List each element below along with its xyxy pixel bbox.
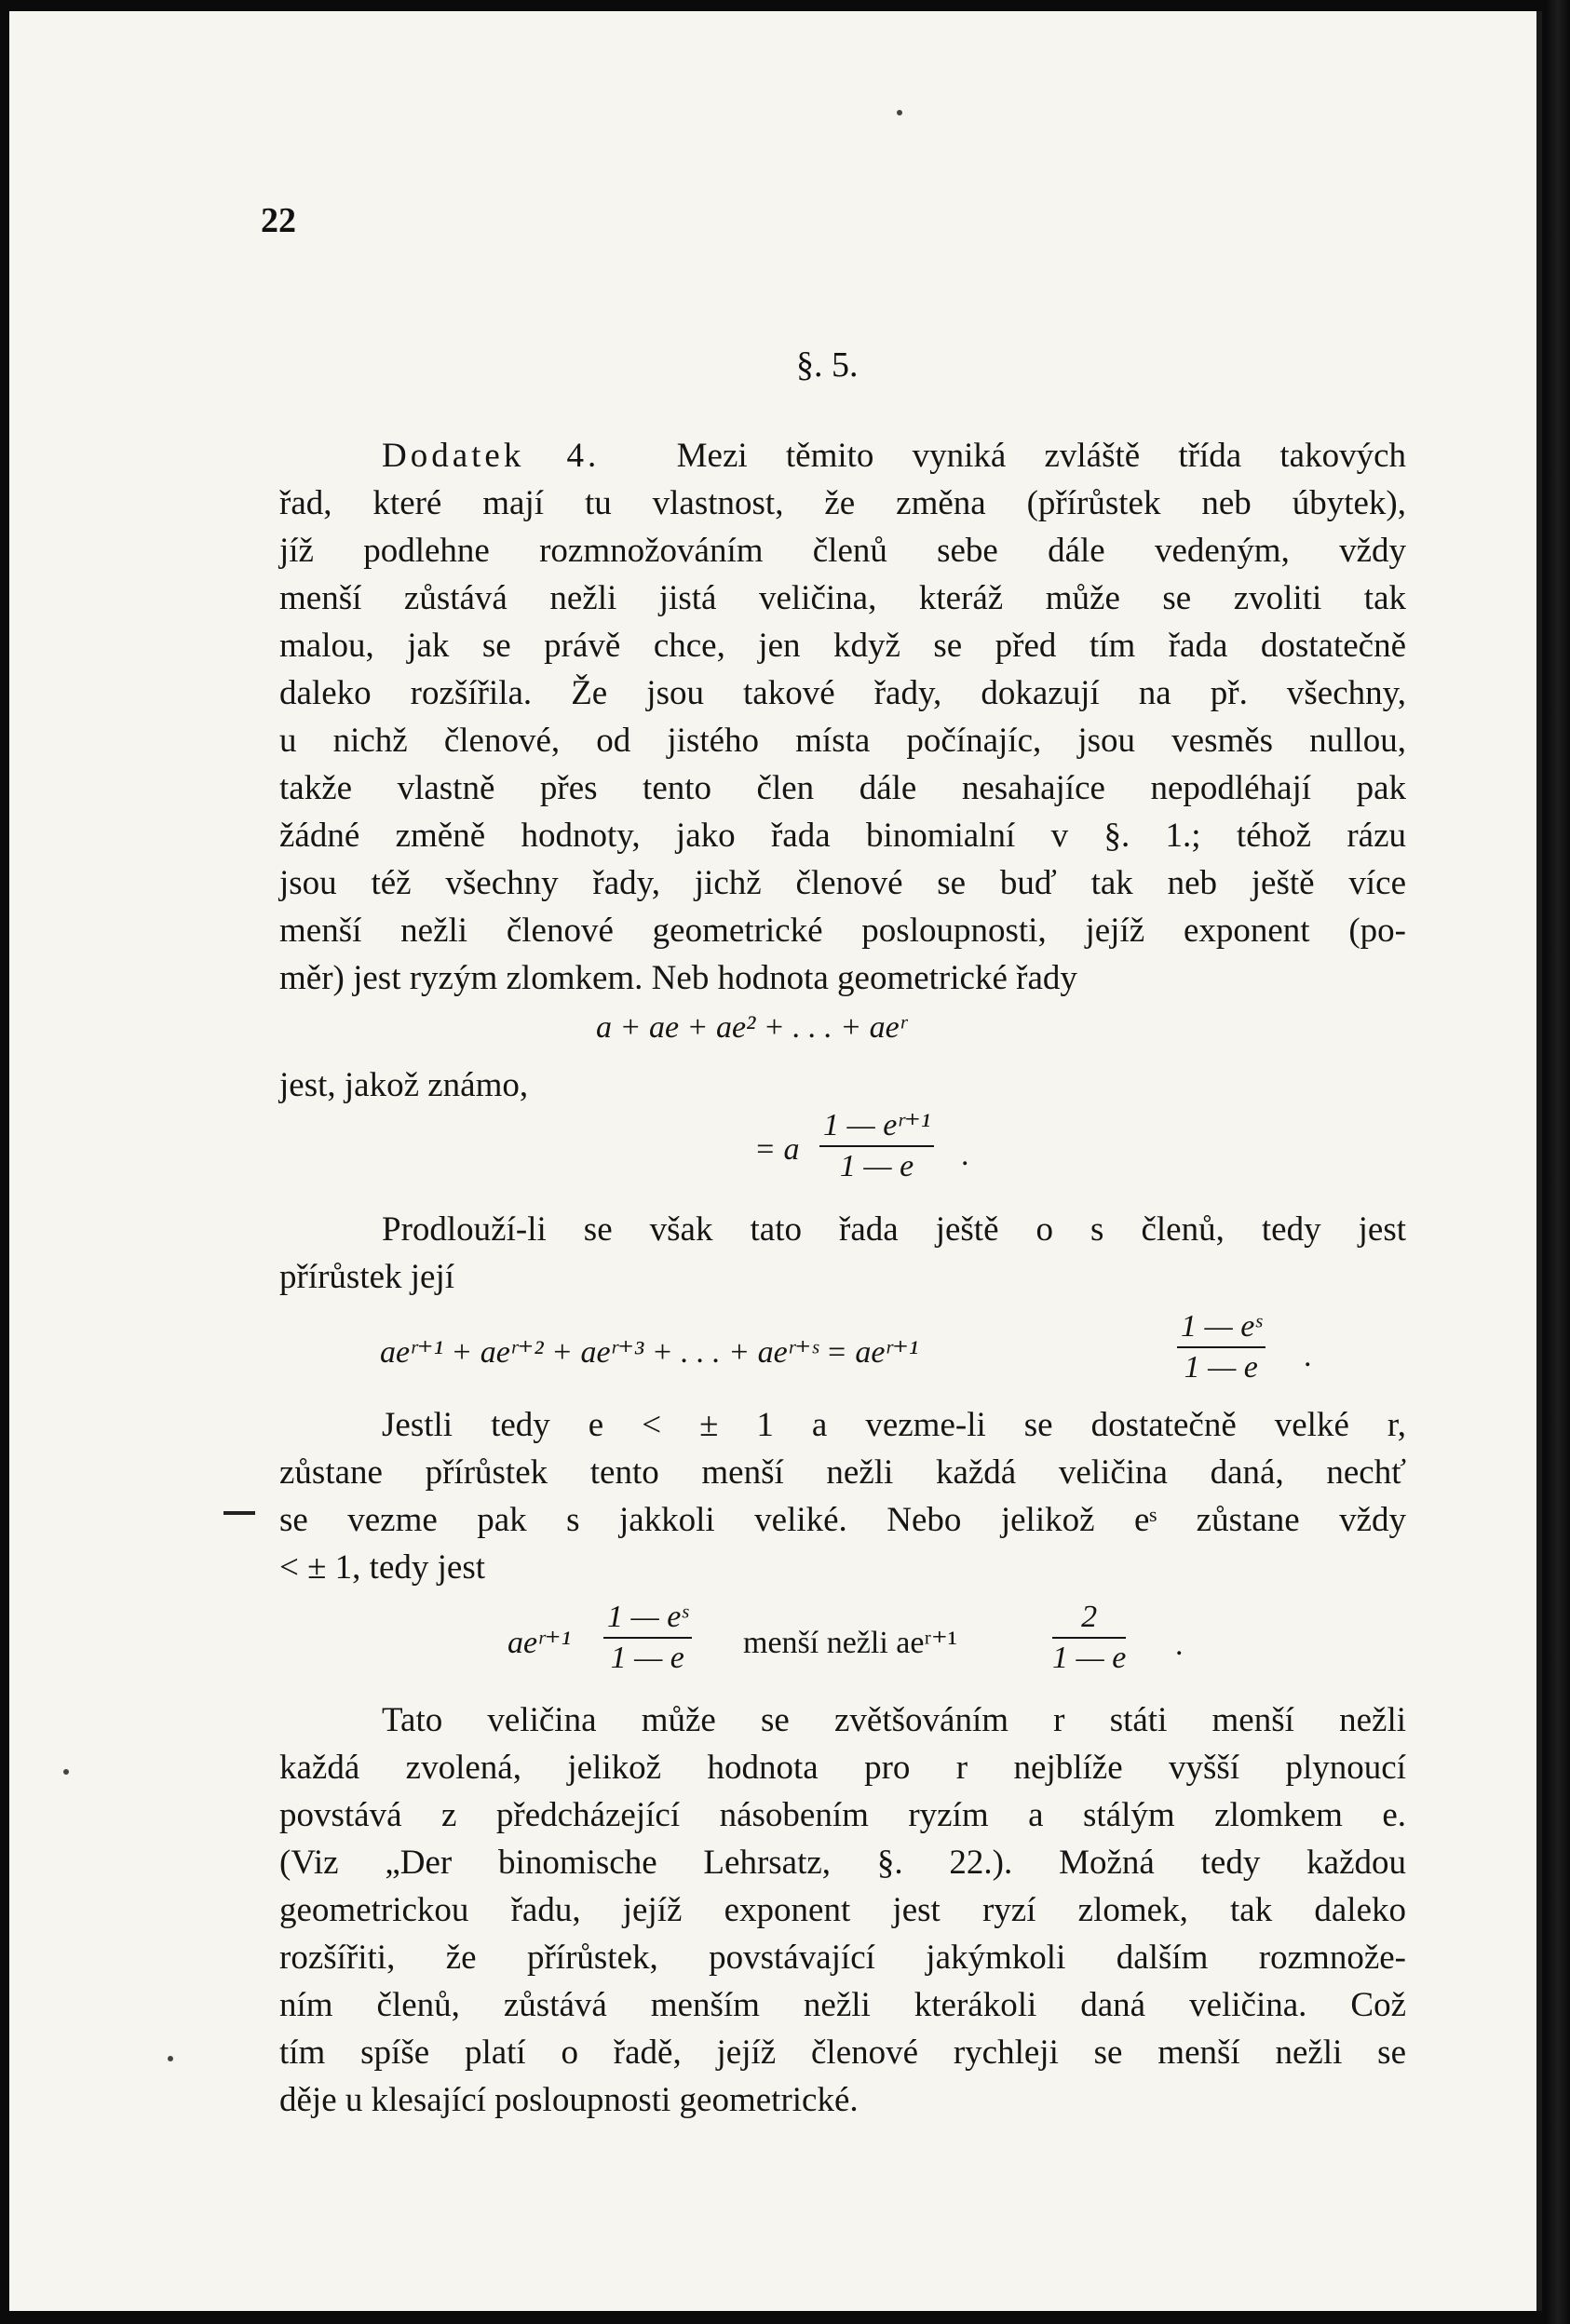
fraction-denominator: 1 — e: [839, 1149, 914, 1183]
p1-line-4: menší zůstává nežli jistá veličina, kteráž může se zvoliti tak: [279, 579, 1406, 617]
equation-compare-middle: menší nežli aeʳ⁺¹: [743, 1626, 957, 1660]
section-title: §. 5.: [796, 345, 859, 385]
fraction-numerator: 2: [1052, 1600, 1126, 1639]
p1-line-3: jíž podlehne rozmnožováním členů sebe dále vedeným, vždy: [279, 532, 1406, 570]
scan-speck: [897, 110, 902, 115]
p2-line-2: přírůstek její: [279, 1258, 455, 1296]
equation-increment-lhs: aeʳ⁺¹ + aeʳ⁺² + aeʳ⁺³ + . . . + aeʳ⁺ˢ = aeʳ⁺¹: [380, 1335, 919, 1370]
fraction-numerator: 1 — eˢ: [1177, 1309, 1265, 1348]
p4-line-9: děje u klesající posloupnosti geometrické.: [279, 2081, 859, 2119]
equation-increment-fraction: [1177, 1309, 1265, 1385]
scan-speck: [63, 1769, 69, 1775]
p4-line-6: rozšířiti, že přírůstek, povstávající jakýmkoli dalším rozmnože-: [279, 1939, 1406, 1977]
p4-line-7: ním členů, zůstává menším nežli kterákoli daná veličina. Což: [279, 1986, 1406, 2024]
p1-line-10: jsou též všechny řady, jichž členové se buď tak neb ještě více: [279, 864, 1406, 902]
p4-line-3: povstává z předcházející násobením ryzím a stálým zlomkem e.: [279, 1796, 1406, 1834]
equation-compare-term: aeʳ⁺¹: [508, 1626, 571, 1660]
p3-line-4: < ± 1, tedy jest: [279, 1548, 486, 1587]
p1-line-7: u nichž členové, od jistého místa počínajíc, jsou vesměs nullou,: [279, 722, 1406, 760]
p1-text: Mezi těmito vyniká zvláště třída takových: [676, 437, 1406, 475]
equation-period: .: [961, 1138, 969, 1172]
p1-line-1: [279, 432, 1406, 480]
p4-line-5: geometrickou řadu, jejíž exponent jest ryzí zlomek, tak daleko: [279, 1891, 1406, 1929]
margin-mark: [223, 1511, 255, 1515]
p4-line-8: tím spíše platí o řadě, jejíž členové rychleji se menší nežli se: [279, 2034, 1406, 2072]
known-line: jest, jakož známo,: [279, 1066, 529, 1104]
p3-line-2: zůstane přírůstek tento menší nežli každá veličina daná, nechť: [279, 1453, 1406, 1492]
scan-edge: [1546, 0, 1570, 2324]
p4-line-2: každá zvolená, jelikož hodnota pro r nejblíže vyšší plynoucí: [279, 1749, 1406, 1787]
p1-line-2: řad, které mají tu vlastnost, že změna (přírůstek neb úbytek),: [279, 484, 1406, 522]
p3-line-1: Jestli tedy e < ± 1 a vezme-li se dostatečně velké r,: [382, 1406, 1406, 1444]
p1-line-6: daleko rozšířila. Že jsou takové řady, dokazují na př. všechny,: [279, 674, 1406, 712]
fraction-numerator: 1 — eˢ: [603, 1600, 692, 1639]
fraction-numerator: 1 — eʳ⁺¹: [819, 1106, 934, 1147]
fraction-denominator: 1 — e: [1184, 1350, 1258, 1385]
fraction-denominator: 1 — e: [1052, 1641, 1127, 1675]
supplement-label: Dodatek 4.: [382, 437, 601, 475]
p1-line-12: měr) jest ryzým zlomkem. Neb hodnota geometrické řady: [279, 959, 1077, 997]
p1-line-8: takže vlastně přes tento člen dále nesahajíce nepodléhají pak: [279, 769, 1406, 807]
p3-line-3: se vezme pak s jakkoli veliké. Nebo jelikož eˢ zůstane vždy: [279, 1501, 1406, 1539]
fraction-denominator: 1 — e: [610, 1641, 684, 1675]
p2-line-1: Prodlouží-li se však tato řada ještě o s členů, tedy jest: [382, 1210, 1406, 1249]
equation-sum-fraction: [819, 1106, 934, 1184]
p4-line-1: Tato veličina může se zvětšováním r státi menší nežli: [382, 1701, 1406, 1739]
equation-sum-lhs: = a: [754, 1132, 800, 1167]
p1-line-5: malou, jak se právě chce, jen když se před tím řada dostatečně: [279, 627, 1406, 665]
p1-line-9: žádné změně hodnoty, jako řada binomialní v §. 1.; téhož rázu: [279, 817, 1406, 855]
equation-compare-fraction-2: [1052, 1600, 1126, 1676]
scan-speck: [168, 2056, 173, 2061]
equation-period: .: [1304, 1339, 1312, 1373]
p1-line-11: menší nežli členové geometrické posloupnosti, jejíž exponent (po-: [279, 912, 1406, 950]
p4-line-4: (Viz „Der binomische Lehrsatz, §. 22.). Možná tedy každou: [279, 1844, 1406, 1882]
equation-period: .: [1175, 1628, 1184, 1662]
equation-compare-fraction-1: [603, 1600, 692, 1676]
equation-geometric-series: a + ae + ae² + . . . + aeʳ: [596, 1010, 907, 1045]
page-number: 22: [261, 201, 296, 240]
